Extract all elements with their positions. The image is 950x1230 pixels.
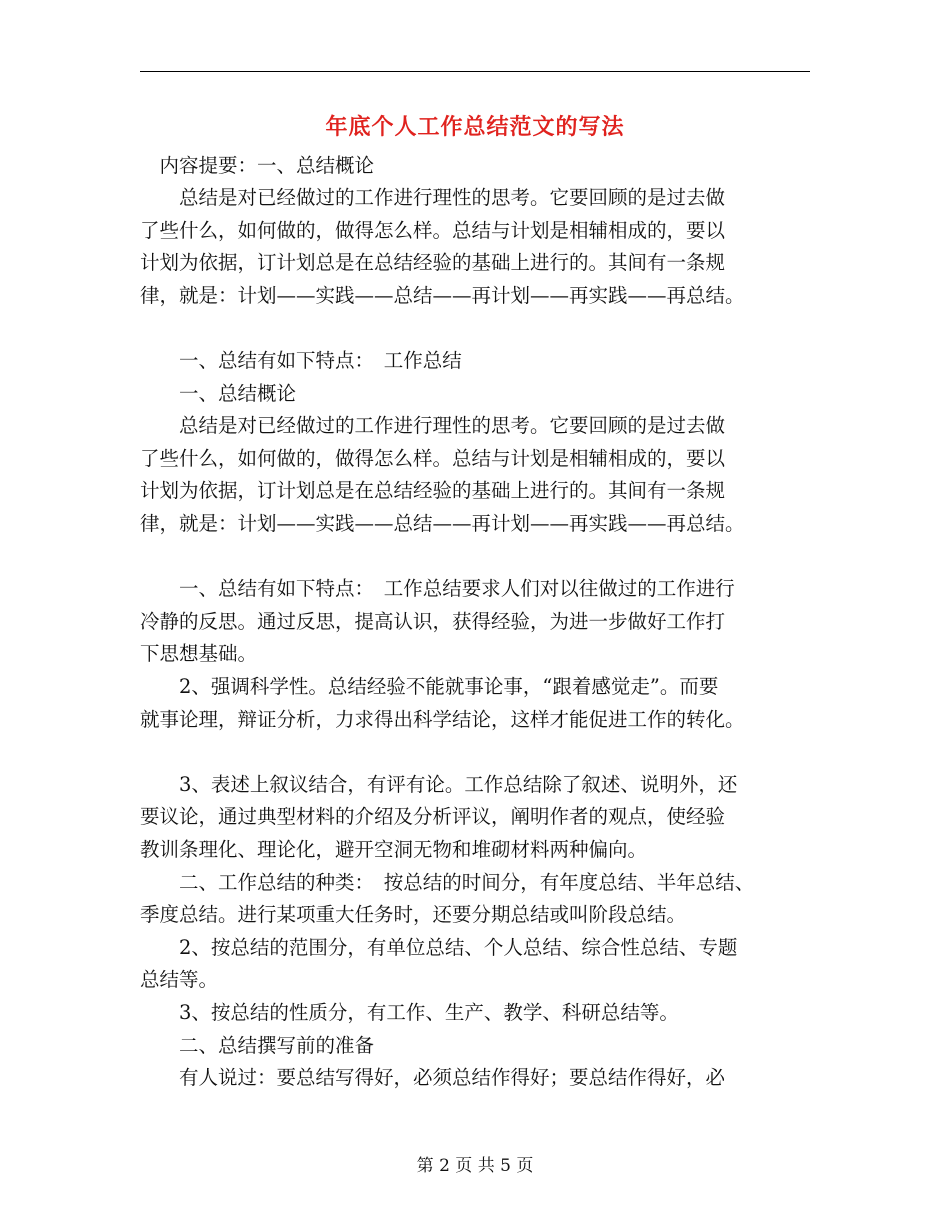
body-line: 总结等。 bbox=[140, 968, 219, 991]
header-rule bbox=[140, 71, 810, 72]
body-line: 要议论，通过典型材料的介绍及分析评议，阐明作者的观点，使经验 bbox=[140, 805, 726, 828]
body-line: 教训条理化、理论化，避开空洞无物和堆砌材料两种偏向。 bbox=[140, 838, 648, 861]
body-line: 下思想基础。 bbox=[140, 642, 258, 665]
body-line: 2、强调科学性。总结经验不能就事论事，“跟着感觉走”。而要 bbox=[140, 675, 719, 698]
body-line: 3、表述上叙议结合，有评有论。工作总结除了叙述、说明外，还 bbox=[140, 773, 738, 796]
document-title: 年底个人工作总结范文的写法 bbox=[325, 114, 625, 140]
body-line: 内容提要：一、总结概论 bbox=[140, 154, 375, 177]
body-line: 二、总结撰写前的准备 bbox=[140, 1034, 375, 1057]
body-line: 了些什么，如何做的，做得怎么样。总结与计划是相辅相成的，要以 bbox=[140, 447, 726, 470]
body-line: 总结是对已经做过的工作进行理性的思考。它要回顾的是过去做 bbox=[140, 186, 726, 209]
body-line: 2、按总结的范围分，有单位总结、个人总结、综合性总结、专题 bbox=[140, 936, 738, 959]
body-line: 了些什么，如何做的，做得怎么样。总结与计划是相辅相成的，要以 bbox=[140, 219, 726, 242]
body-line: 3、按总结的性质分，有工作、生产、教学、科研总结等。 bbox=[140, 1001, 679, 1024]
body-line: 二、工作总结的种类： 按总结的时间分，有年度总结、半年总结、 bbox=[140, 871, 755, 894]
body-line: 一、总结有如下特点： 工作总结 bbox=[140, 349, 462, 372]
body-line: 计划为依据，订计划总是在总结经验的基础上进行的。其间有一条规 bbox=[140, 479, 726, 502]
body-line: 一、总结概论 bbox=[140, 382, 297, 405]
body-line: 冷静的反思。通过反思，提高认识，获得经验，为进一步做好工作打 bbox=[140, 610, 726, 633]
body-line: 有人说过：要总结写得好，必须总结作得好；要总结作得好，必 bbox=[140, 1066, 726, 1089]
body-line: 计划为依据，订计划总是在总结经验的基础上进行的。其间有一条规 bbox=[140, 251, 726, 274]
page-number: 第 2 页 共 5 页 bbox=[416, 1156, 534, 1176]
body-line: 律，就是：计划——实践——总结——再计划——再实践——再总结。 bbox=[140, 512, 745, 535]
body-line: 就事论理，辩证分析，力求得出科学结论，这样才能促进工作的转化。 bbox=[140, 708, 745, 731]
body-line: 一、总结有如下特点： 工作总结要求人们对以往做过的工作进行 bbox=[140, 577, 735, 600]
body-line: 总结是对已经做过的工作进行理性的思考。它要回顾的是过去做 bbox=[140, 414, 726, 437]
body-line: 律，就是：计划——实践——总结——再计划——再实践——再总结。 bbox=[140, 284, 745, 307]
body-line: 季度总结。进行某项重大任务时，还要分期总结或叫阶段总结。 bbox=[140, 903, 687, 926]
